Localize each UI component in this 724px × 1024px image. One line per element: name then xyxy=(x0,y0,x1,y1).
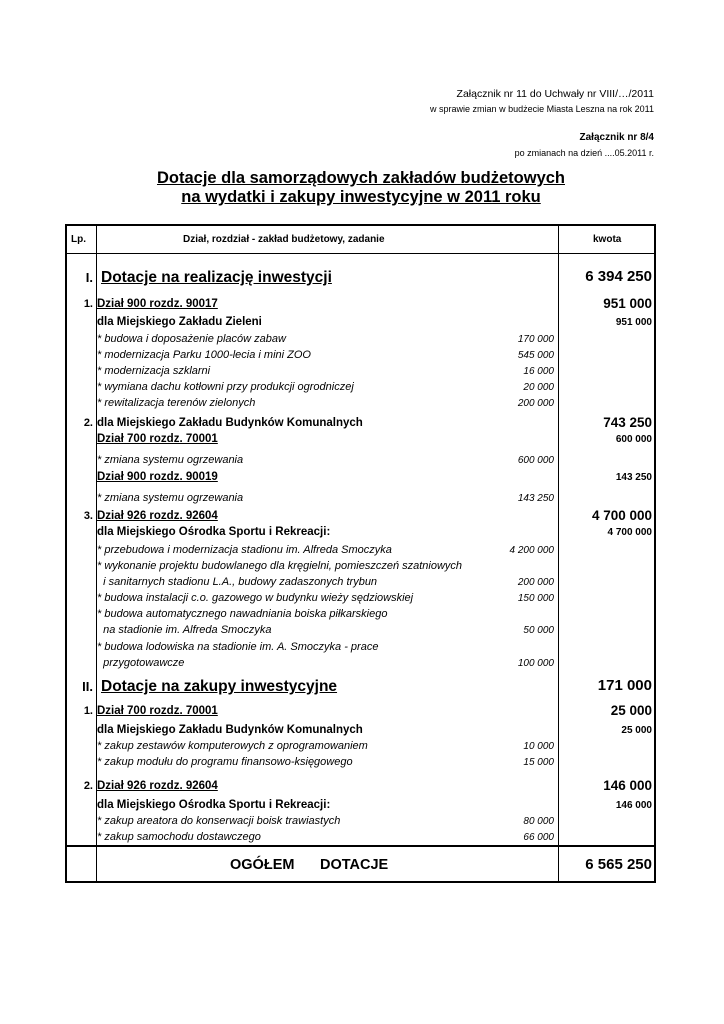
unit-total: 951 000 xyxy=(615,317,652,328)
group-total: 951 000 xyxy=(603,296,652,311)
task-amount: 16 000 xyxy=(523,366,554,377)
grand-total-label-2: DOTACJE xyxy=(320,857,389,873)
group-number: 2. xyxy=(83,780,93,792)
group-number: 1. xyxy=(83,705,93,717)
grants-table xyxy=(65,224,656,883)
task-amount: 4 200 000 xyxy=(509,545,554,556)
group-total: 743 250 xyxy=(603,415,652,430)
task-amount: 50 000 xyxy=(523,625,554,636)
task-item: * budowa i doposażenie placów zabaw xyxy=(97,333,286,345)
division-label: Dział 700 rozdz. 70001 xyxy=(97,433,218,445)
task-amount: 20 000 xyxy=(523,382,554,393)
task-item: * zmiana systemu ogrzewania xyxy=(97,454,244,466)
task-item: * zakup areatora do konserwacji boisk trawiastych xyxy=(97,815,341,827)
group-total: 4 700 000 xyxy=(591,508,652,523)
section-number: II. xyxy=(82,679,93,694)
group-total: 146 000 xyxy=(603,778,652,793)
task-item: * modernizacja Parku 1000-lecia i mini ZOO xyxy=(97,349,311,361)
section-title: Dotacje na realizację inwestycji xyxy=(101,269,332,286)
section-total: 6 394 250 xyxy=(585,268,652,285)
task-item-continuation: przygotowawcze xyxy=(97,657,185,669)
division-label: Dział 926 rozdz. 92604 xyxy=(97,510,218,522)
task-item: * rewitalizacja terenów zielonych xyxy=(97,397,256,409)
title-line-2: na wydatki i zakupy inwestycyjne w 2011 roku xyxy=(181,188,541,206)
division-label: Dział 700 rozdz. 70001 xyxy=(97,705,218,717)
task-amount: 143 250 xyxy=(517,493,554,504)
task-amount: 80 000 xyxy=(523,816,554,827)
unit-total: 146 000 xyxy=(615,800,652,811)
group-number: 2. xyxy=(83,417,93,429)
task-item: * zakup zestawów komputerowych z oprogramowaniem xyxy=(97,740,368,752)
group-number: 1. xyxy=(83,298,93,310)
task-amount: 15 000 xyxy=(523,757,554,768)
task-item: * zmiana systemu ogrzewania xyxy=(97,492,244,504)
document-title xyxy=(66,169,656,207)
task-item-continuation: i sanitarnych stadionu L.A., budowy zadaszonych trybun xyxy=(97,576,378,588)
division-label: Dział 900 rozdz. 90019 xyxy=(97,471,218,483)
total-divider xyxy=(67,845,654,847)
column-header-amount: kwota xyxy=(593,234,622,245)
resolution-subject: w sprawie zmian w budżecie Miasta Leszna na rok 2011 xyxy=(430,104,654,114)
task-amount: 200 000 xyxy=(517,577,554,588)
task-item: * budowa automatycznego nawadniania boiska piłkarskiego xyxy=(97,608,388,620)
division-total: 600 000 xyxy=(615,434,652,445)
unit-total: 4 700 000 xyxy=(607,527,652,538)
unit-name: dla Miejskiego Zakładu Budynków Komunalnych xyxy=(97,724,363,736)
grand-total: 6 565 250 xyxy=(585,856,652,873)
task-item: * zakup modułu do programu finansowo-księgowego xyxy=(97,756,353,768)
unit-total: 25 000 xyxy=(621,725,652,736)
task-amount: 10 000 xyxy=(523,741,554,752)
task-item: * wykonanie projektu budowlanego dla kręgielni, pomieszczeń szatniowych xyxy=(97,560,463,572)
unit-name: dla Miejskiego Zakładu Zieleni xyxy=(97,316,262,328)
column-header-description: Dział, rozdział - zakład budżetowy, zadanie xyxy=(183,234,385,245)
group-number: 3. xyxy=(83,510,93,522)
division-total: 143 250 xyxy=(615,472,652,483)
task-item-continuation: na stadionie im. Alfreda Smoczyka xyxy=(97,624,272,636)
task-amount: 545 000 xyxy=(517,350,554,361)
task-item: * wymiana dachu kotłowni przy produkcji ogrodniczej xyxy=(97,381,354,393)
unit-name: dla Miejskiego Ośrodka Sportu i Rekreacji: xyxy=(97,526,331,538)
task-amount: 100 000 xyxy=(517,658,554,669)
header-divider xyxy=(67,253,654,254)
annex-number: Załącznik nr 8/4 xyxy=(579,132,654,143)
division-label: Dział 926 rozdz. 92604 xyxy=(97,780,218,792)
task-amount: 200 000 xyxy=(517,398,554,409)
unit-name: dla Miejskiego Ośrodka Sportu i Rekreacji: xyxy=(97,799,331,811)
task-amount: 66 000 xyxy=(523,832,554,843)
group-total: 25 000 xyxy=(610,703,652,718)
task-item: * budowa lodowiska na stadionie im. A. Smoczyka - prace xyxy=(97,641,379,653)
grand-total-label-1: OGÓŁEM xyxy=(230,857,295,873)
task-amount: 150 000 xyxy=(517,593,554,604)
task-amount: 600 000 xyxy=(517,455,554,466)
section-number: I. xyxy=(85,270,93,285)
task-item: * modernizacja szklarni xyxy=(97,365,211,377)
changes-date: po zmianach na dzień ....05.2011 r. xyxy=(514,148,654,158)
task-amount: 170 000 xyxy=(517,334,554,345)
task-item: * budowa instalacji c.o. gazowego w budynku wieży sędziowskiej xyxy=(97,592,414,604)
task-item: * zakup samochodu dostawczego xyxy=(97,831,261,843)
column-header-lp: Lp. xyxy=(71,234,86,245)
section-title: Dotacje na zakupy inwestycyjne xyxy=(101,678,338,695)
task-item: * przebudowa i modernizacja stadionu im. Alfreda Smoczyka xyxy=(97,544,392,556)
title-line-1: Dotacje dla samorządowych zakładów budżetowych xyxy=(156,169,565,187)
division-label: Dział 900 rozdz. 90017 xyxy=(97,298,218,310)
unit-name: dla Miejskiego Zakładu Budynków Komunalnych xyxy=(97,417,363,429)
section-total: 171 000 xyxy=(597,677,652,694)
column-divider xyxy=(558,226,559,881)
annex-reference: Załącznik nr 11 do Uchwały nr VIII/…/2011 xyxy=(456,88,654,100)
